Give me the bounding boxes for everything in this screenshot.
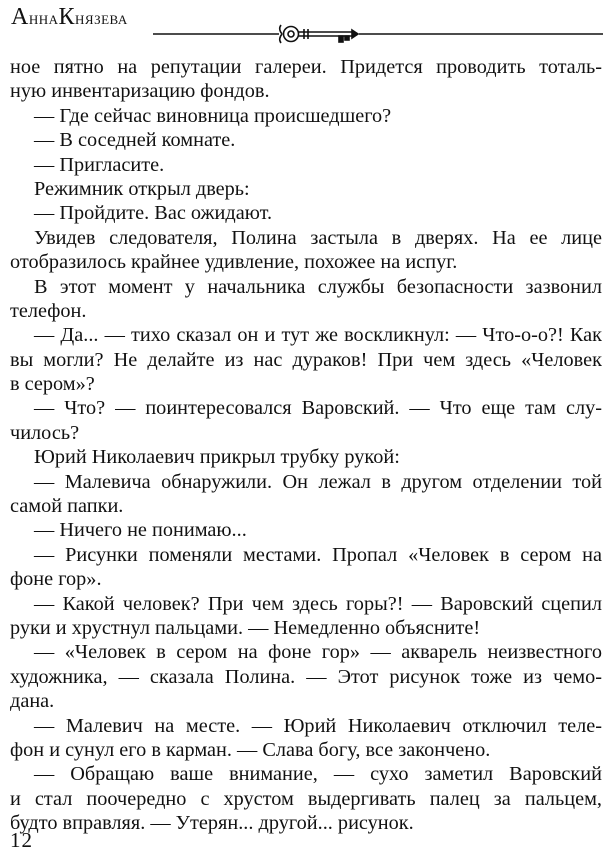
text-line: — Малевича обнаружили. Он лежал в другом отделении той: [34, 470, 602, 493]
text-line: будто вправляя. — Утерян... другой... рисунок.: [10, 812, 414, 835]
text-line: — Что? — поинтересовался Варовский. — Что еще там слу-: [34, 397, 602, 420]
text-line: — Обращаю ваше внимание, — сухо заметил Варовский: [34, 763, 602, 786]
text-line: — В соседней комнате.: [34, 129, 236, 152]
running-header: [0, 0, 611, 44]
text-line: Юрий Николаевич прикрыл трубку рукой:: [34, 446, 400, 469]
text-line: — Пригласите.: [34, 153, 165, 176]
text-line: самой папки.: [10, 495, 124, 518]
text-line: и стал поочередно с хрустом выдергивать палец за пальцем,: [10, 787, 602, 810]
text-line: ное пятно на репутации галереи. Придется проводить тоталь-: [10, 56, 602, 78]
text-line: — Пройдите. Вас ожидают.: [34, 202, 273, 225]
text-line: художника, — сказала Полина. — Этот рисунок тоже из чемо-: [10, 665, 602, 688]
key-ornament-icon: [280, 25, 358, 43]
author-initial-2: К: [58, 4, 76, 30]
text-line: дана.: [10, 690, 55, 713]
text-line: в сером»?: [10, 373, 95, 396]
text-line: — Рисунки поменяли местами. Пропал «Человек в сером на: [34, 543, 602, 566]
text-line: — Ничего не понимаю...: [34, 519, 247, 542]
text-line: В этот момент у начальника службы безопасности зазвонил: [34, 275, 602, 298]
text-line: отобразилось крайнее удивление, похожее на испуг.: [10, 251, 458, 274]
text-line: Режимник открыл дверь:: [34, 177, 250, 200]
author-initial-1: А: [11, 4, 29, 30]
text-line: — «Человек в сером на фоне гор» — акварель неизвестного: [34, 641, 602, 664]
author-last-name-rest: нязева: [75, 8, 128, 29]
header-rule: [0, 0, 611, 44]
text-line: чилось?: [10, 421, 80, 444]
text-line: — Да... — тихо сказал он и тут же воскликнул: — Что-о-о?! Как: [34, 324, 602, 347]
text-line: вы могли? Не делайте из нас дураков! При чем здесь «Человек: [10, 348, 602, 371]
text-line: телефон.: [10, 299, 87, 322]
text-line: ную инвентаризацию фондов.: [10, 80, 270, 103]
text-line: фон и сунул его в карман. — Слава богу, все закончено.: [10, 738, 491, 761]
body-text: [10, 55, 602, 836]
text-line: — Где сейчас виновница происшедшего?: [34, 104, 392, 127]
author-first-name-rest: нна: [28, 8, 59, 29]
text-line: фоне гор».: [10, 568, 102, 591]
text-line: — Какой человек? При чем здесь горы?! — Варовский сцепил: [34, 592, 602, 615]
page-number: 12: [10, 828, 33, 852]
text-line: руки и хрустнул пальцами. — Немедленно объясните!: [10, 616, 481, 639]
text-line: Увидев следователя, Полина застыла в дверях. На ее лице: [34, 226, 602, 249]
text-line: — Малевич на месте. — Юрий Николаевич отключил теле-: [34, 714, 602, 737]
